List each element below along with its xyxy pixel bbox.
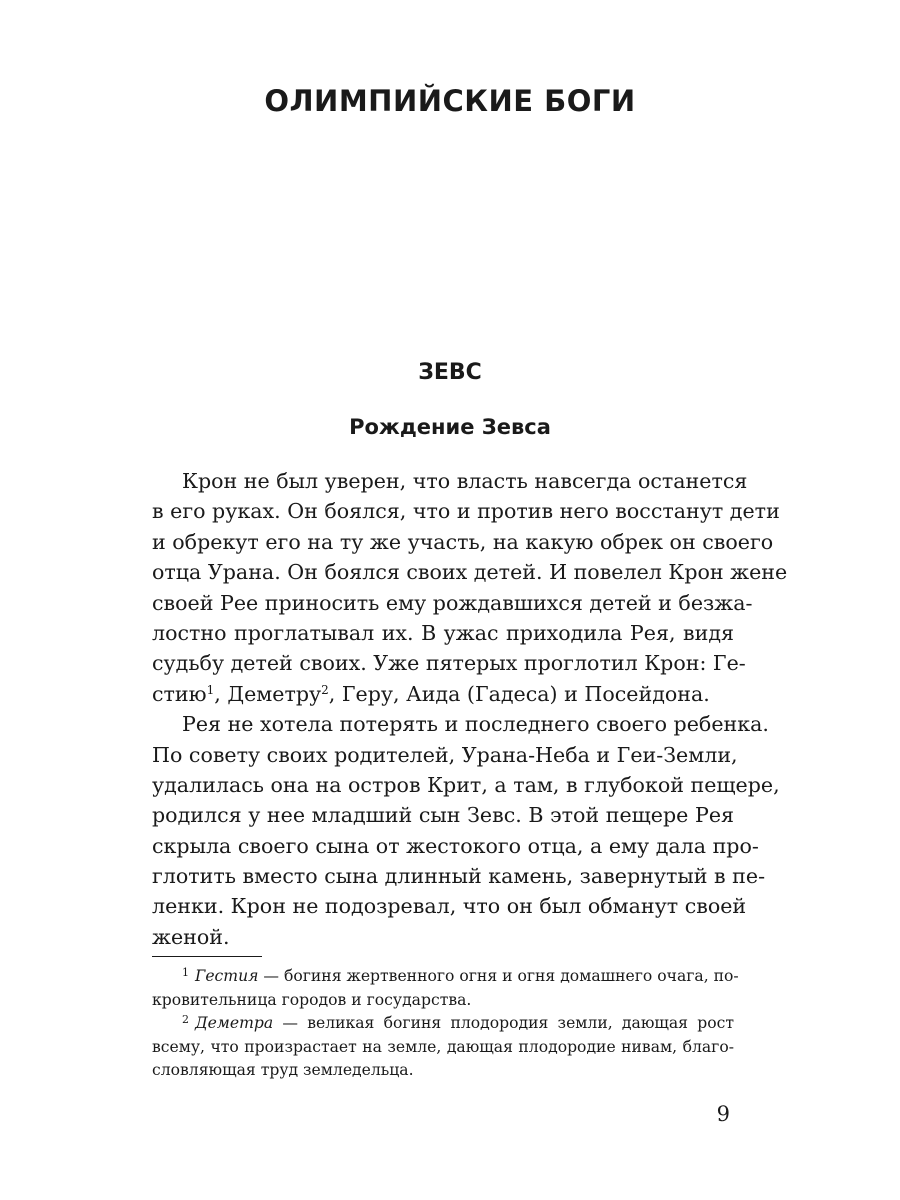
paragraph-2-line: скрыла своего сына от жестокого отца, а ему дала про- — [152, 833, 759, 858]
paragraph-2-line: родился у нее младший сын Зевс. В этой пещере Рея — [152, 803, 734, 828]
footnote-1-term: Гестия — [195, 967, 259, 985]
footnote-2-line: словляющая труд земледельца. — [152, 1061, 414, 1079]
paragraph-1-line: и обрекут его на ту же участь, на какую обрек он своего — [152, 529, 774, 554]
paragraph-1-line: судьбу детей своих. Уже пятерых проглотил Крон: Ге- — [152, 651, 746, 676]
paragraph-1-line: в его руках. Он боялся, что и против него восстанут дети — [152, 499, 780, 524]
paragraph-2-line: По совету своих родителей, Урана-Неба и Геи-Земли, — [152, 742, 738, 767]
footnote-ref-2: 2 — [321, 682, 329, 697]
footnote-2-line — [152, 1012, 734, 1036]
paragraph-2-line: глотить вместо сына длинный камень, завернутый в пе- — [152, 864, 766, 889]
footnote-divider — [152, 956, 262, 957]
paragraph-2-line: женой. — [152, 924, 230, 949]
paragraph-2-line: ленки. Крон не подозревал, что он был обманут своей — [152, 894, 747, 919]
paragraph-1-line — [152, 679, 734, 709]
footnote-1-line: кровительница городов и государства. — [152, 990, 472, 1009]
footnote-2-text: — великая богиня плодородия земли, дающая рост — [273, 1014, 734, 1032]
chapter-title: ЗЕВС — [418, 360, 482, 385]
footnote-2-mark: 2 — [182, 1013, 189, 1026]
text-fragment: , Деметру — [214, 681, 322, 706]
footnote-2-term: Деметра — [195, 1014, 274, 1032]
part-title: ОЛИМПИЙСКИЕ БОГИ — [264, 84, 636, 118]
text-fragment: , Геру, Аида (Гадеса) и Посейдона. — [328, 681, 710, 706]
paragraph-1-line: Крон не был уверен, что власть навсегда останется — [182, 469, 748, 493]
paragraph-1-line: своей Рее приносить ему рождавшихся детей и безжа- — [152, 590, 753, 615]
footnote-1-mark: 1 — [182, 966, 189, 979]
section-title: Рождение Зевса — [349, 415, 551, 439]
footnote-2-line: всему, что произрастает на земле, дающая плодородие нивам, благо- — [152, 1037, 734, 1056]
page-number: 9 — [716, 1102, 730, 1126]
footnote-ref-1: 1 — [206, 682, 215, 697]
paragraph-2-line: удалилась она на остров Крит, а там, в глубокой пещере, — [152, 772, 780, 797]
footnote-1-text: — богиня жертвенного огня и огня домашнего очага, по- — [258, 967, 739, 985]
text-fragment: стию — [152, 681, 207, 706]
footnote-1-line — [152, 965, 739, 989]
footnotes — [152, 965, 739, 1083]
paragraph-1-line: лостно проглатывал их. В ужас приходила Рея, видя — [152, 620, 734, 645]
paragraph-1-line: отца Урана. Он боялся своих детей. И повелел Крон жене — [152, 560, 788, 585]
body-text — [152, 466, 788, 952]
paragraph-2-line: Рея не хотела потерять и последнего своего ребенка. — [182, 712, 769, 737]
